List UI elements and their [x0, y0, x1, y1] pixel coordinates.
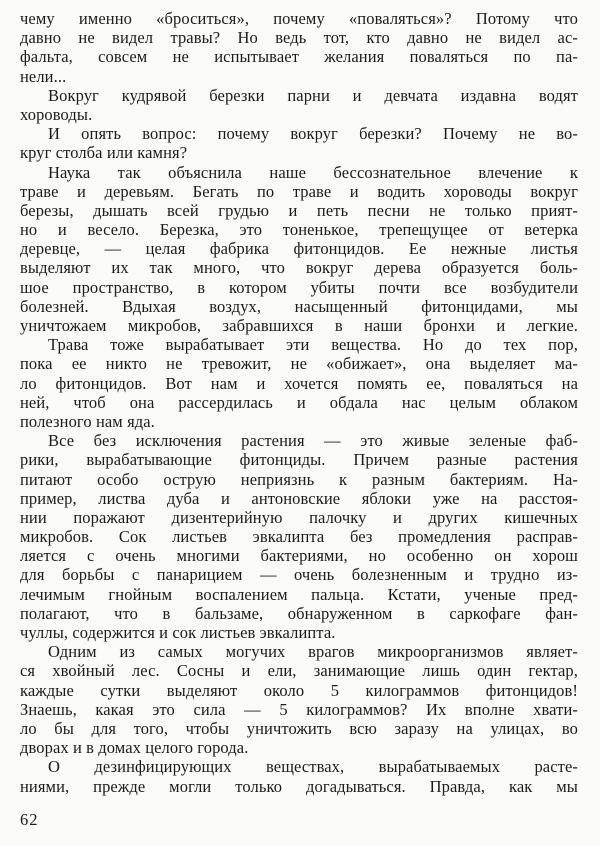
text-line: нели...	[20, 66, 67, 86]
text-line: траве и деревьям. Бегать по траве и водить хороводы вокруг	[20, 181, 578, 201]
text-line: Вокруг кудрявой березки парни и девчата издавна водят	[48, 85, 578, 105]
text-line: выделяют их так много, что вокруг дерева образуется боль-	[20, 258, 578, 278]
text-line: рики, вырабатывающие фитонциды. Причем разные растения	[20, 450, 578, 470]
text-line: уничтожаем микробов, забравшихся в наши бронхи и легкие.	[20, 316, 578, 335]
text-line: давно не видел травы? Но ведь тот, кто давно не видел ас-	[20, 28, 578, 48]
text-line: Знаешь, какая это сила — 5 килограммов? Их вполне хвати-	[20, 699, 578, 719]
text-line: нии поражают дизентерийную палочку и других кишечных	[20, 507, 578, 527]
text-line: Одним из самых могучих врагов микроорганизмов являет-	[48, 642, 578, 662]
text-line: пока ее никто не тревожит, не «обижает», она выделяет ма-	[20, 354, 578, 374]
text-line: Трава тоже вырабатывает эти вещества. Но до тех пор,	[48, 335, 578, 355]
text-line: каждые сутки выделяют около 5 килограммов фитонцидов!	[20, 680, 578, 700]
text-line: круг столба или камня?	[20, 143, 188, 163]
text-line: для борьбы с панарицием — очень болезненным и трудно из-	[20, 565, 578, 585]
text-line: березы, дышать всей грудью и петь песни не только прият-	[20, 200, 578, 220]
text-line: Все без исключения растения — это живые зеленые фаб-	[48, 431, 578, 451]
text-line: ней, чтоб она рассердилась и обдала нас целым облаком	[20, 392, 578, 412]
text-line: хороводы.	[20, 104, 93, 124]
text-line: Наука так объяснила наше бессознательное влечение к	[48, 162, 578, 182]
text-line: но и весело. Березка, это тоненькое, трепещущее от ветерка	[20, 220, 578, 240]
text-line: чуллы, содержится и сок листьев эвкалипта.	[20, 623, 336, 642]
text-line: микробов. Сок листьев эвкалипта без промедления расправ-	[20, 527, 578, 547]
text-line: питают особо острую неприязнь к разным бактериям. На-	[20, 469, 578, 489]
text-line: дворах и в домах целого города.	[20, 738, 249, 758]
text-line: чему именно «броситься», почему «поваляться»? Потому что	[20, 9, 578, 28]
text-line: полезного нам яда.	[20, 411, 155, 431]
text-line: болезней. Вдыхая воздух, насыщенный фитонцидами, мы	[20, 296, 578, 316]
text-line: ся хвойный лес. Сосны и ели, занимающие лишь один гектар,	[20, 661, 578, 681]
text-line: ло фитонцидов. Вот нам и хочется помять ее, поваляться на	[20, 373, 578, 393]
text-line: шое пространство, в котором убиты почти все возбудители	[20, 277, 578, 297]
text-line: И опять вопрос: почему вокруг березки? Почему не во-	[48, 124, 578, 144]
text-line: лечимым гнойным воспалением пальца. Кстати, ученые пред-	[20, 584, 578, 604]
text-line: ниями, прежде могли только догадываться. Правда, как мы	[20, 776, 578, 796]
text-line: полагают, что в бальзаме, обнаруженном в саркофаге фан-	[20, 603, 578, 623]
text-line: фальта, совсем не испытывает желания поваляться по па-	[20, 47, 578, 67]
text-line: О дезинфицирующих веществах, вырабатываемых расте-	[48, 757, 578, 777]
text-line: деревце, — целая фабрика фитонцидов. Ее нежные листья	[20, 239, 578, 259]
page-number: 62	[20, 810, 39, 829]
text-line: ло бы для того, чтобы уничтожить всю заразу на улицах, во	[20, 718, 578, 738]
page-text-block	[20, 9, 578, 796]
text-line: пример, листва дуба и антоновские яблоки уже на расстоя-	[20, 488, 578, 508]
text-line: ляется с очень многими бактериями, но особенно он хорош	[20, 546, 578, 566]
